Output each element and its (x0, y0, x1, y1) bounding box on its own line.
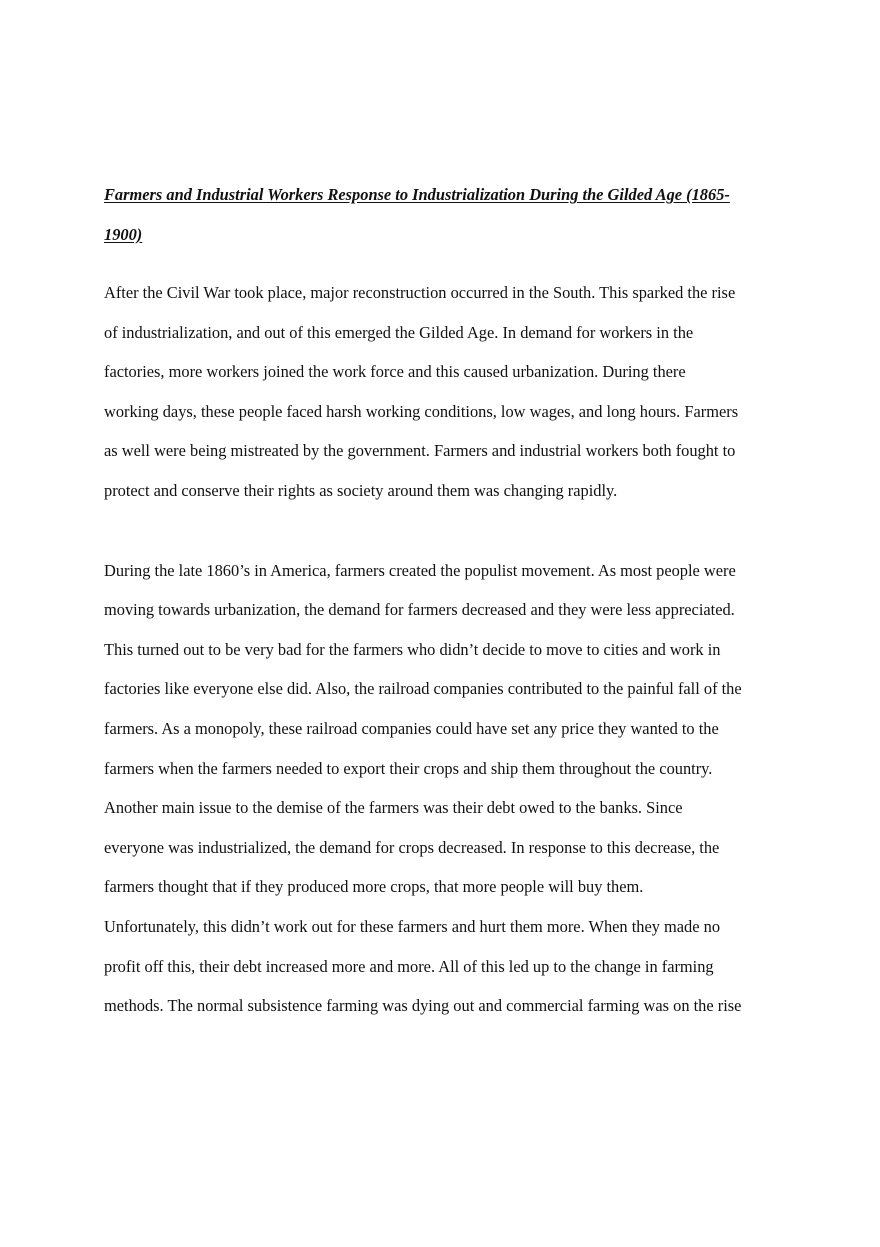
text-line: Another main issue to the demise of the farmers was their debt owed to the banks. Since (104, 798, 683, 818)
paragraph-populist-movement (104, 551, 782, 1026)
document-title (104, 175, 782, 254)
paragraph-introduction (104, 273, 782, 511)
text-line: factories, more workers joined the work force and this caused urbanization. During there (104, 362, 686, 382)
text-line: factories like everyone else did. Also, the railroad companies contributed to the painful fall of the (104, 679, 742, 699)
text-line: profit off this, their debt increased more and more. All of this led up to the change in farming (104, 956, 714, 976)
text-line: moving towards urbanization, the demand for farmers decreased and they were less appreciated. (104, 600, 735, 620)
text-line: farmers. As a monopoly, these railroad companies could have set any price they wanted to the (104, 718, 719, 738)
title-line: Farmers and Industrial Workers Response to Industrialization During the Gilded Age (1865- (104, 185, 730, 204)
text-line: After the Civil War took place, major reconstruction occurred in the South. This sparked the rise (104, 283, 736, 302)
text-line: working days, these people faced harsh working conditions, low wages, and long hours. Farmers (104, 401, 739, 421)
text-line: This turned out to be very bad for the farmers who didn’t decide to move to cities and work in (104, 639, 721, 659)
title-line: 1900) (104, 224, 143, 244)
text-line: methods. The normal subsistence farming was dying out and commercial farming was on the rise (104, 996, 742, 1016)
text-line: as well were being mistreated by the government. Farmers and industrial workers both fought to (104, 441, 736, 461)
text-line: everyone was industrialized, the demand for crops decreased. In response to this decrease, the (104, 837, 720, 857)
text-line: farmers when the farmers needed to export their crops and ship them throughout the country. (104, 758, 713, 778)
text-line: Unfortunately, this didn’t work out for these farmers and hurt them more. When they made no (104, 916, 721, 936)
text-line: protect and conserve their rights as society around them was changing rapidly. (104, 480, 618, 500)
text-line: of industrialization, and out of this emerged the Gilded Age. In demand for workers in the (104, 322, 694, 342)
document-body (104, 175, 782, 1026)
text-line: farmers thought that if they produced more crops, that more people will buy them. (104, 877, 644, 897)
text-line: During the late 1860’s in America, farmers created the populist movement. As most people were (104, 560, 736, 580)
